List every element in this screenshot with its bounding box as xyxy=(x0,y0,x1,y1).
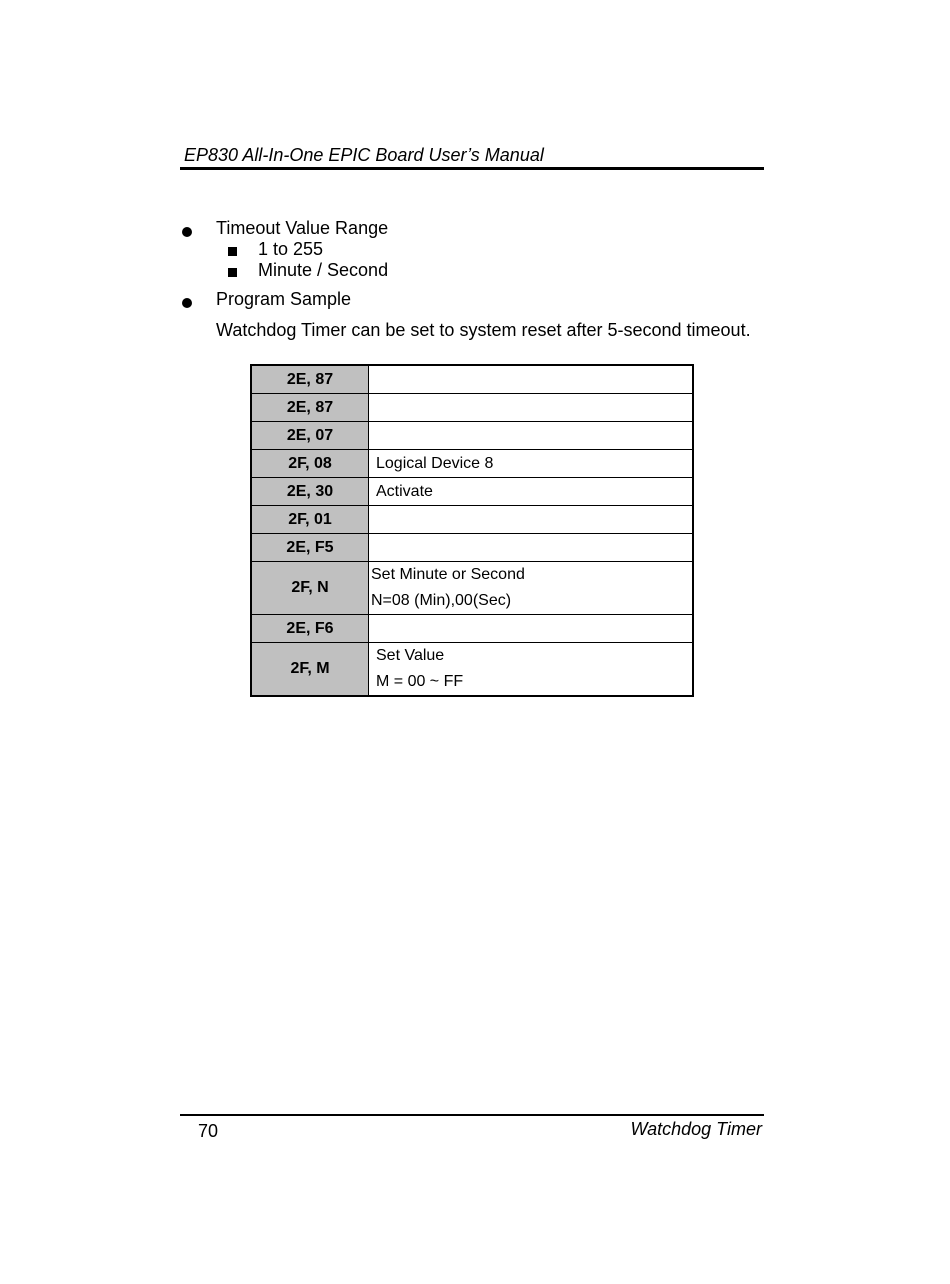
bullet-dot-icon xyxy=(182,227,192,237)
register-desc xyxy=(369,534,694,562)
table-row xyxy=(251,478,693,506)
register-key: 2E, 87 xyxy=(251,365,369,394)
register-key: 2F, M xyxy=(251,643,369,697)
register-key: 2E, 87 xyxy=(251,394,369,422)
table-row xyxy=(251,534,693,562)
bullet-dot-icon xyxy=(182,298,192,308)
table-row xyxy=(251,422,693,450)
register-desc-line: M = 00 ~ FF xyxy=(376,673,464,690)
register-desc-line: N=08 (Min),00(Sec) xyxy=(371,592,512,609)
register-desc xyxy=(369,394,694,422)
square-bullet-icon xyxy=(228,268,237,277)
footer-rule xyxy=(180,1114,764,1116)
register-desc xyxy=(369,365,694,394)
register-key: 2F, N xyxy=(251,562,369,615)
register-key: 2E, 07 xyxy=(251,422,369,450)
register-desc-line: Activate xyxy=(376,482,433,500)
register-table xyxy=(250,364,694,697)
register-desc-line: Set Value xyxy=(376,647,445,664)
section-title: Watchdog Timer xyxy=(630,1119,762,1139)
register-desc xyxy=(369,615,694,643)
description-paragraph: Watchdog Timer can be set to system reset after 5-second timeout. xyxy=(216,320,751,340)
bullet-text: Timeout Value Range xyxy=(216,218,389,238)
register-desc xyxy=(369,422,694,450)
register-desc xyxy=(369,506,694,534)
register-key: 2F, 08 xyxy=(251,450,369,478)
register-key: 2E, F6 xyxy=(251,615,369,643)
register-desc-line: Logical Device 8 xyxy=(376,454,494,472)
register-desc xyxy=(369,562,694,615)
page-number: 70 xyxy=(198,1121,219,1141)
register-key: 2E, F5 xyxy=(251,534,369,562)
table-row xyxy=(251,562,693,615)
register-desc xyxy=(369,478,694,506)
manual-title: EP830 All-In-One EPIC Board User’s Manual xyxy=(184,145,544,165)
bullet-text: Program Sample xyxy=(216,289,352,309)
table-row xyxy=(251,615,693,643)
register-desc xyxy=(369,643,694,697)
register-key: 2F, 01 xyxy=(251,506,369,534)
sub-item-text: 1 to 255 xyxy=(258,239,324,259)
table-row xyxy=(251,506,693,534)
register-desc xyxy=(369,450,694,478)
sub-item-text: Minute / Second xyxy=(258,260,389,280)
table-row xyxy=(251,450,693,478)
table-row xyxy=(251,394,693,422)
table-row xyxy=(251,643,693,697)
register-key: 2E, 30 xyxy=(251,478,369,506)
square-bullet-icon xyxy=(228,247,237,256)
register-desc-line: Set Minute or Second xyxy=(371,566,525,583)
table-row xyxy=(251,365,693,394)
header-rule xyxy=(180,167,764,170)
